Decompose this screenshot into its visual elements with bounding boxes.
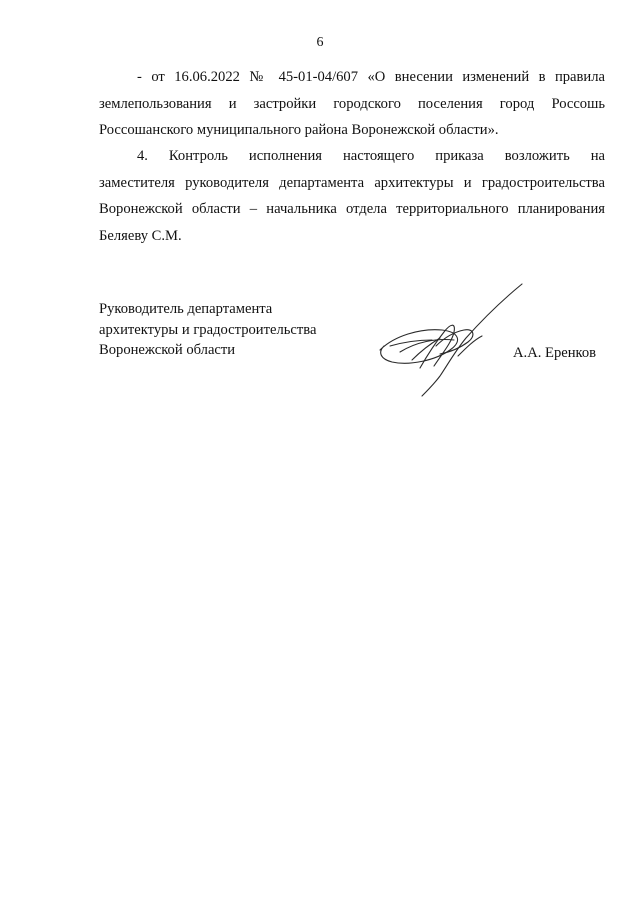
paragraph-1: [99, 64, 605, 144]
paragraph-2-line-4: Беляеву С.М.: [99, 227, 182, 244]
signatory-position-line-3: Воронежской области: [99, 342, 236, 358]
page-number: 6: [316, 35, 324, 50]
paragraph-2: [99, 143, 605, 249]
signatory-position-line-2: архитектуры и градостроительства: [99, 321, 317, 338]
paragraph-2-line-3: Воронежской области – начальника отдела территориального планирования: [99, 201, 605, 217]
handwritten-signature: [370, 280, 530, 400]
paragraph-1-line-2: землепользования и застройки городского поселения город Россошь: [99, 95, 605, 112]
paragraph-1-line-3: Россошанского муниципального района Воронежской области».: [99, 122, 499, 138]
paragraph-2-line-1: 4. Контроль исполнения настоящего приказа возложить на: [137, 148, 605, 164]
paragraph-2-line-2: заместителя руководителя департамента архитектуры и градостроительства: [99, 174, 605, 191]
paragraph-1-line-1: - от 16.06.2022 № 45-01-04/607 «О внесении изменений в правила: [137, 69, 605, 85]
signatory-position-line-1: Руководитель департамента: [99, 301, 273, 317]
signatory-position: [99, 299, 316, 361]
signatory-name: А.А. Еренков: [513, 345, 597, 361]
